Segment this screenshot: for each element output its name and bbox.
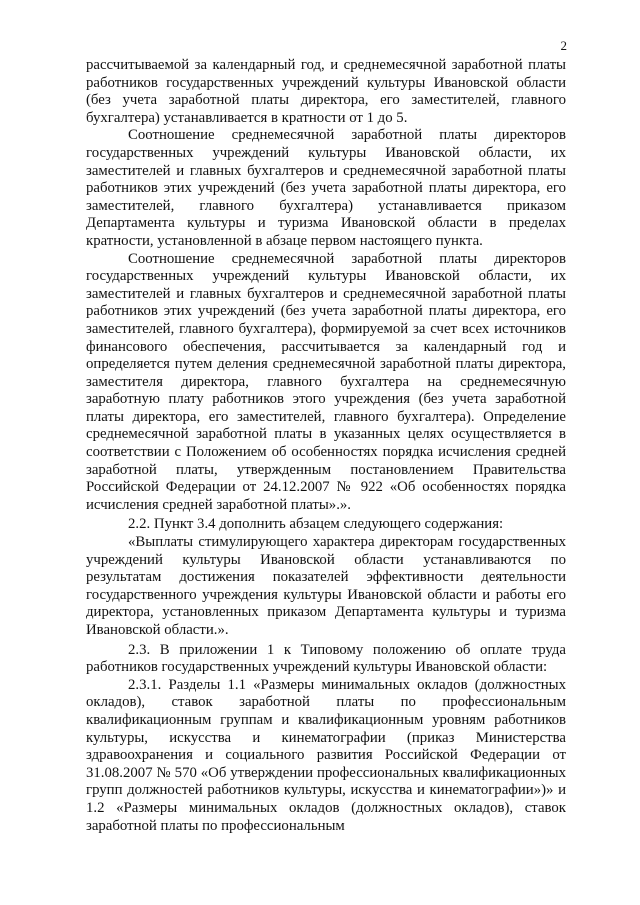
paragraph-2-3: 2.3. В приложении 1 к Типовому положению об оплате труда работников государственных учреждений культуры Ивановской области: (86, 641, 566, 676)
paragraph-2-3-1: 2.3.1. Разделы 1.1 «Размеры минимальных окладов (должностных окладов), ставок заработной платы по профессиональным квалификационным группам и квалификационным уровням работников культуры, искусства и кинематографии (приказ Министерства здравоохранения и социального развития Российской Федерации от 31.08.2007 № 570 «Об утверждении профессиональных квалификационных групп должностей работников культуры, искусства и кинематографии»)» и 1.2 «Размеры минимальных окладов (должностных окладов), ставок заработной платы по профессиональным (86, 676, 566, 834)
document-body (86, 57, 566, 835)
paragraph-ratio-calculation: Соотношение среднемесячной заработной платы директоров государственных учреждений культуры Ивановской области, их заместителей и главных бухгалтеров и среднемесячной заработной платы работников этих учреждений (без учета заработной платы директора, его заместителей, главного бухгалтера), формируемой за счет всех источников финансового обеспечения, рассчитывается за календарный год и определяется путем деления среднемесячной заработной платы директора, заместителя директора, главного бухгалтера на среднемесячную заработную плату работников этого учреждения (без учета заработной платы директора, его заместителей, главного бухгалтера). Определение среднемесячной заработной платы в указанных целях осуществляется в соответствии с Положением об особенностях порядка исчисления средней заработной платы, утвержденным постановлением Правительства Российской Федерации от 24.12.2007 № 922 «Об особенностях порядка исчисления средней заработной платы».». (86, 250, 566, 513)
paragraph-ratio-order: Соотношение среднемесячной заработной платы директоров государственных учреждений культуры Ивановской области, их заместителей и главных бухгалтеров и среднемесячной заработной платы работников этих учреждений (без учета заработной платы директора, его заместителей, главного бухгалтера) устанавливается приказом Департамента культуры и туризма Ивановской области в пределах кратности, установленной в абзаце первом настоящего пункта. (86, 127, 566, 249)
paragraph-2-2: 2.2. Пункт 3.4 дополнить абзацем следующего содержания: (128, 516, 504, 533)
paragraph-continuation: рассчитываемой за календарный год, и среднемесячной заработной платы работников государственных учреждений культуры Ивановской области (без учета заработной платы директора, его заместителей, главного бухгалтера) устанавливается в кратности от 1 до 5. (86, 57, 566, 126)
page-number: 2 (560, 38, 567, 53)
paragraph-2-2-quote: «Выплаты стимулирующего характера директорам государственных учреждений культуры Ивановской области устанавливаются по результатам достижения показателей эффективности деятельности государственного учреждения культуры Ивановской области и работы его директора, установленных приказом Департамента культуры и туризма Ивановской области.». (86, 534, 566, 638)
